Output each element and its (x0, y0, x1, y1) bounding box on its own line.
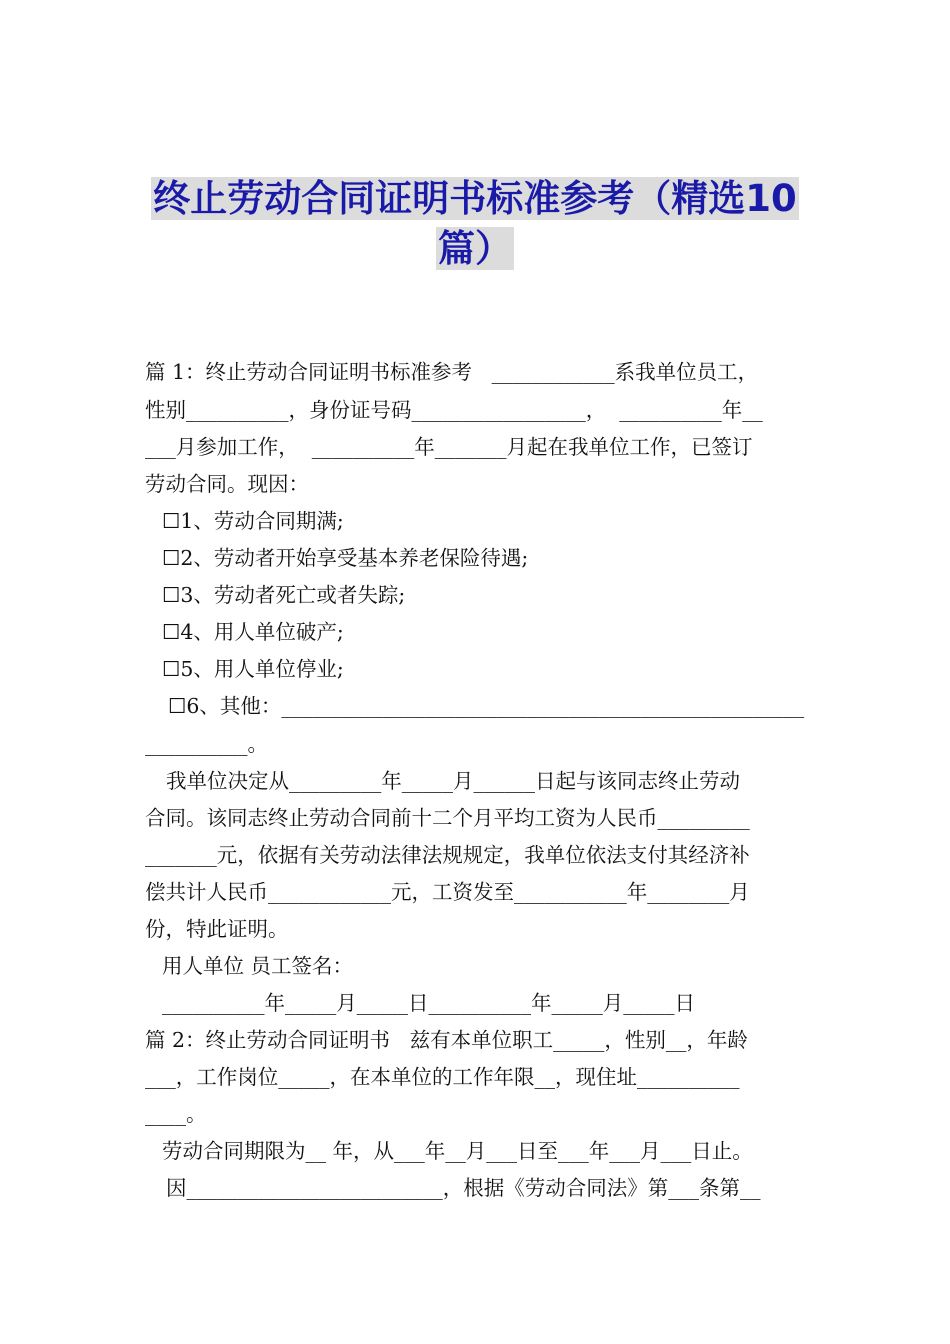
document-title (0, 174, 950, 224)
body-line: __________。 (145, 732, 268, 756)
checkbox-item: ☐2、劳动者开始享受基本养老保险待遇; (162, 546, 529, 570)
body-line: 篇 1：终止劳动合同证明书标准参考 ____________系我单位员工， (145, 360, 759, 384)
signature-labels: 用人单位 员工签名： (162, 954, 354, 978)
checkbox-item: ☐1、劳动合同期满; (162, 509, 344, 533)
signature-dates: __________年_____月_____日__________年_____月_____日 (162, 991, 695, 1015)
body-line: 偿共计人民币____________元，工资发至___________年________月 (145, 880, 750, 904)
body-line: ____。 (145, 1102, 207, 1126)
body-line: _______元，依据有关劳动法律法规规定，我单位依法支付其经济补 (145, 843, 750, 867)
checkbox-item: ☐5、用人单位停业; (162, 657, 344, 681)
body-line: 份，特此证明。 (145, 917, 289, 941)
body-line: 性别__________，身份证号码_________________， __________年__ (145, 398, 763, 422)
body-line: 合同。该同志终止劳动合同前十二个月平均工资为人民币_________ (145, 806, 750, 830)
checkbox-item: ☐6、其他：___________________________________________________ (168, 694, 805, 718)
body-line: 篇 2：终止劳动合同证明书 兹有本单位职工_____，性别__，年龄 (145, 1028, 748, 1052)
body-line: 因_________________________，根据《劳动合同法》第___条第__ (166, 1176, 761, 1200)
document-title-continued (0, 224, 950, 274)
body-line: ___月参加工作， __________年_______月起在我单位工作，已签订 (145, 435, 753, 459)
checkbox-item: ☐3、劳动者死亡或者失踪; (162, 583, 406, 607)
checkbox-item: ☐4、用人单位破产; (162, 620, 344, 644)
body-line: 劳动合同期限为__ 年，从___年__月___日至___年___月___日止。 (162, 1139, 753, 1163)
body-line: ___，工作岗位_____，在本单位的工作年限__，现住址__________ (145, 1065, 740, 1089)
title-line-1: 终止劳动合同证明书标准参考（精选10 (153, 177, 797, 220)
body-line: 劳动合同。现因： (145, 472, 309, 496)
body-line: 我单位决定从_________年_____月______日起与该同志终止劳动 (166, 769, 740, 793)
title-line-2: 篇） (438, 227, 512, 270)
